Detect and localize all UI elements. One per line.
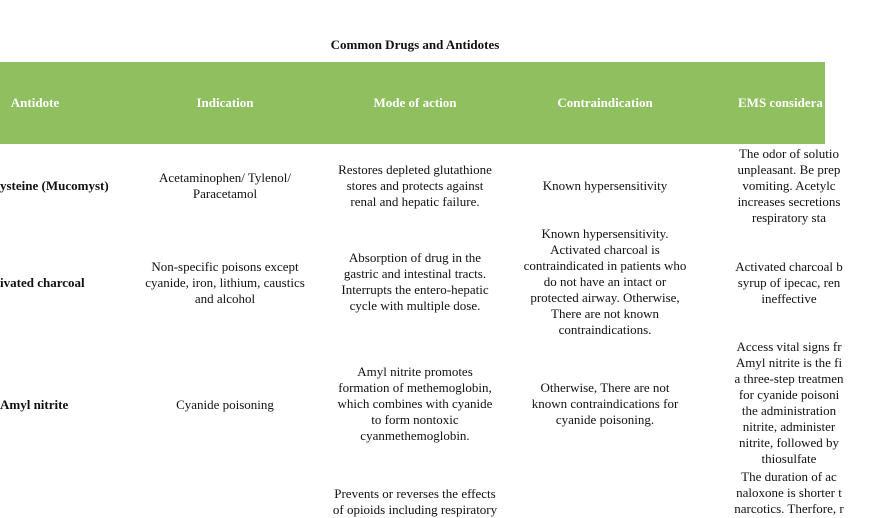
header-antidote: Antidote (10, 95, 60, 110)
table-body (0, 144, 844, 517)
row3-indication: Cyanide poisoning (176, 397, 274, 412)
row1-ems: The odor of solutio unpleasant. Be prep vomiting. Acetylc increases secretions respiratory sta (737, 146, 841, 225)
row4-mode: Prevents or reverses the effects of opioids including respiratory (332, 486, 498, 517)
header-mode-of-action: Mode of action (373, 95, 457, 110)
page-title: Common Drugs and Antidotes (330, 37, 500, 52)
row2-antidote: ivated charcoal (0, 275, 85, 290)
row1-mode: Restores depleted glutathione stores and protects against renal and hepatic failure. (338, 162, 492, 209)
row1-contra: Known hypersensitivity (542, 178, 668, 193)
row1-indication: Acetaminophen/ Tylenol/ Paracetamol (158, 170, 292, 201)
header-contraindication: Contraindication (557, 95, 653, 110)
row2-mode: Absorption of drug in the gastric and intestinal tracts. Interrupts the entero-hepatic cycle with multiple dose. (341, 250, 489, 313)
row2-indication: Non-specific poisons except cyanide, iron, lithium, caustics and alcohol (145, 259, 305, 306)
table-header (0, 62, 825, 144)
row3-antidote: Amyl nitrite (0, 397, 69, 412)
row3-contra: Otherwise, There are not known contraindications for cyanide poisoning. (531, 380, 679, 427)
row2-ems: Activated charcoal b syrup of ipecac, ren ineffective (735, 259, 843, 306)
row1-antidote: ysteine (Mucomyst) (0, 178, 109, 193)
header-indication: Indication (196, 95, 254, 110)
row4-ems: The duration of ac naloxone is shorter t narcotics. Therfore, r (734, 469, 844, 516)
row3-ems: Access vital signs fr Amyl nitrite is the fi a three-step treatmen for cyanide poisoni the administration nitrite, administer nitrite, followed by thiosulfate (734, 339, 844, 466)
header-ems-considerations: EMS considera (738, 95, 823, 110)
row2-contra: Known hypersensitivity. Activated charcoal is contraindicated in patients who do not have an intact or protected airway. Otherwise, There are not known contraindications. (523, 226, 687, 337)
row3-mode: Amyl nitrite promotes formation of methemoglobin, which combines with cyanide to form nontoxic cyanmethemoglobin. (337, 364, 493, 443)
